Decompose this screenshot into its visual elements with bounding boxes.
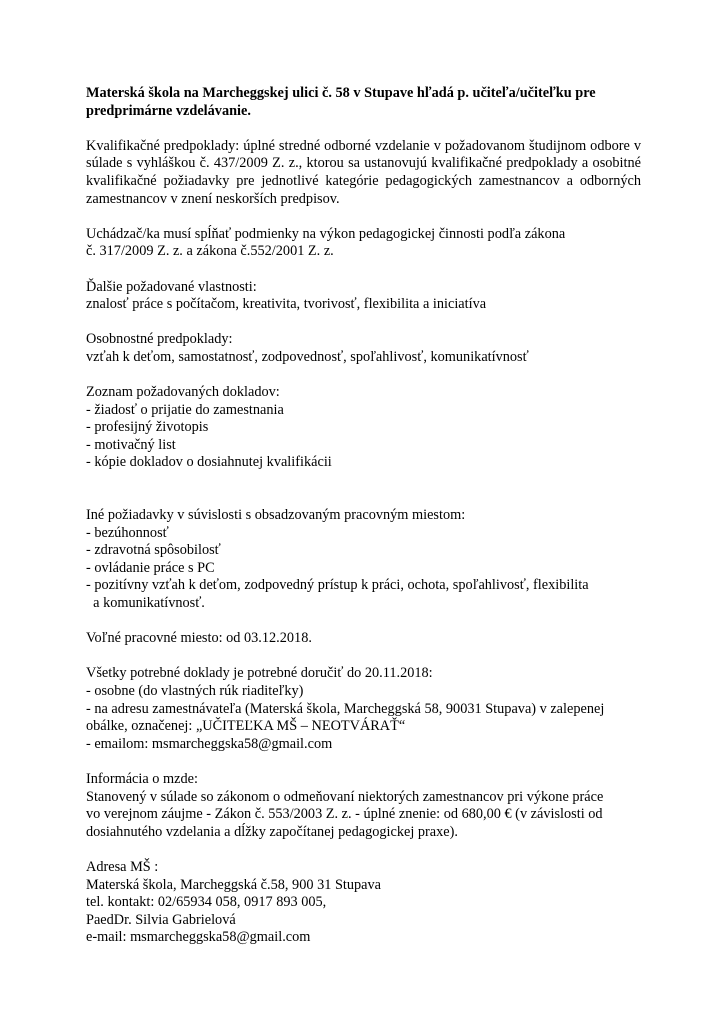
section-heading: Ďalšie požadované vlastnosti: — [86, 278, 257, 295]
list-item: - kópie dokladov o dosiahnutej kvalifikácii — [86, 454, 332, 471]
address-line: Materská škola, Marcheggská č.58, 900 31 Stupava — [86, 876, 381, 893]
email-line: e-mail: msmarcheggska58@gmail.com — [86, 929, 311, 946]
documents-section — [86, 384, 641, 472]
list-item: - zdravotná spôsobilosť — [86, 542, 221, 559]
list-item: - ovládanie práce s PC — [86, 559, 215, 576]
conditions-paragraph — [86, 226, 641, 261]
list-item: - žiadosť o prijatie do zamestnania — [86, 401, 284, 418]
delivery-section — [86, 665, 641, 753]
salary-line: vo verejnom záujme - Zákon č. 553/2003 Z. z. - úplné znenie: od 680,00 € (v závislosti od — [86, 806, 603, 823]
document-title: Materská škola na Marcheggskej ulici č. 58 v Stupave hľadá p. učiteľa/učiteľku pre predprimárne vzdelávanie. — [86, 85, 596, 119]
section-text: vzťah k deťom, samostatnosť, zodpovednosť, spoľahlivosť, komunikatívnosť — [86, 348, 529, 365]
salary-line: Stanovený v súlade so zákonom o odmeňovaní niektorých zamestnancov pri výkone práce — [86, 788, 604, 805]
section-heading: Zoznam požadovaných dokladov: — [86, 384, 280, 401]
list-item: - na adresu zamestnávateľa (Materská škola, Marcheggská 58, 90031 Stupava) v zalepenej — [86, 700, 605, 717]
section-heading: Osobnostné predpoklady: — [86, 331, 233, 348]
salary-line: dosiahnutého vzdelania a dĺžky započítanej pedagogickej praxe). — [86, 823, 458, 840]
other-properties-section — [86, 279, 641, 314]
list-item: - bezúhonnosť — [86, 524, 169, 541]
section-heading: Všetky potrebné doklady je potrebné doručiť do 20.11.2018: — [86, 665, 433, 682]
section-heading: Informácia o mzde: — [86, 770, 198, 787]
phone-line: tel. kontakt: 02/65934 058, 0917 893 005, — [86, 894, 327, 911]
other-requirements-section — [86, 507, 641, 613]
qualifications-paragraph: Kvalifikačné predpoklady: úplné stredné odborné vzdelanie v požadovanom študijnom odbore v súlade s vyhláškou č. 437/2009 Z. z., ktorou sa ustanovujú kvalifikačné predpoklady a osobitné kvalifikačné požiadavky pre jednotlivé kategórie pedagogických zamestnancov a odborných zamestnancov v znení neskorších predpisov. — [86, 137, 641, 207]
personal-requirements-section — [86, 331, 641, 366]
vacancy-date: Voľné pracovné miesto: od 03.12.2018. — [86, 630, 312, 647]
list-item: - pozitívny vzťah k deťom, zodpovedný prístup k práci, ochota, spoľahlivosť, flexibilita — [86, 577, 589, 594]
address-section — [86, 859, 641, 947]
list-item-continuation: a komunikatívnosť. — [86, 595, 205, 612]
conditions-line: Uchádzač/ka musí spĺňať podmienky na výkon pedagogickej činnosti podľa zákona — [86, 225, 566, 242]
list-item: - profesijný životopis — [86, 419, 209, 436]
section-text: znalosť práce s počítačom, kreativita, tvorivosť, flexibilita a iniciatíva — [86, 296, 487, 313]
section-heading: Iné požiadavky v súvislosti s obsadzovaným pracovným miestom: — [86, 507, 466, 524]
section-heading: Adresa MŠ : — [86, 858, 159, 875]
list-item: - osobne (do vlastných rúk riaditeľky) — [86, 683, 304, 699]
document-body — [86, 85, 641, 965]
conditions-line: č. 317/2009 Z. z. a zákona č.552/2001 Z. z. — [86, 243, 334, 260]
salary-section — [86, 771, 641, 841]
list-item: - emailom: msmarcheggska58@gmail.com — [86, 735, 333, 752]
list-item-continuation: obálke, označenej: „UČITEĽKA MŠ – NEOTVÁRAŤ“ — [86, 718, 406, 735]
list-item: - motivačný list — [86, 436, 176, 453]
contact-person: PaedDr. Silvia Gabrielová — [86, 911, 236, 928]
